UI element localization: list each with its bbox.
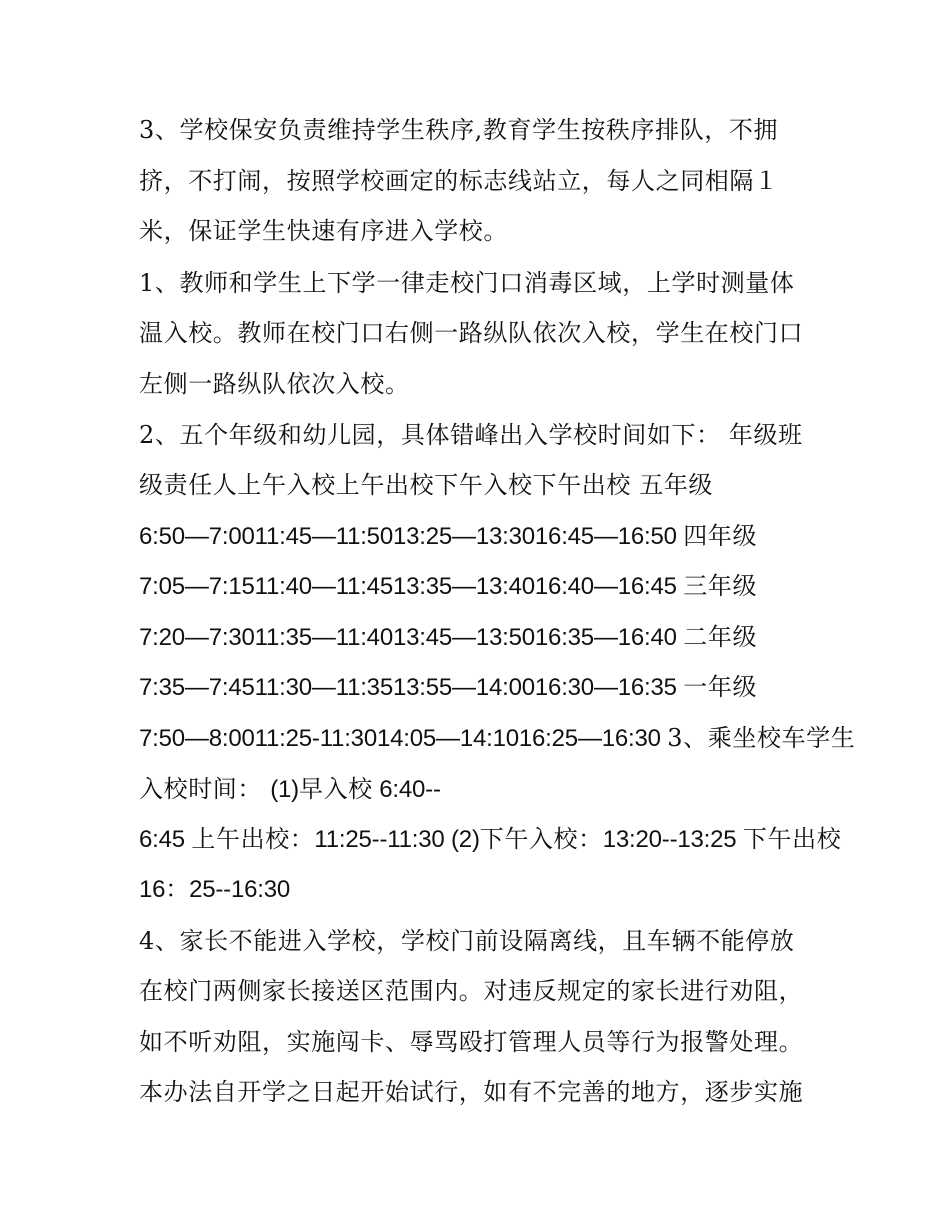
text-segment: 6:40-- bbox=[372, 776, 441, 803]
text-line bbox=[139, 1017, 803, 1067]
text-segment: 本办法自开学之日起开始试行，如有不完善的地方，逐步实施 bbox=[139, 1078, 804, 1106]
text-line bbox=[139, 258, 794, 308]
text-segment: 入校时间： bbox=[139, 775, 271, 803]
text-segment: 早入校 bbox=[298, 775, 373, 803]
schedule-row bbox=[139, 713, 855, 763]
text-line bbox=[139, 308, 803, 358]
text-line bbox=[139, 814, 841, 864]
text-segment: 7:50—8:0011:25-11:3014:05—14:1016:25—16:30 bbox=[139, 725, 668, 752]
text-line bbox=[139, 410, 803, 460]
text-segment: 下午入校： bbox=[479, 825, 603, 853]
text-segment: 7:20—7:3011:35—11:4013:45—13:5016:35—16:40 bbox=[139, 624, 684, 651]
text-segment: 1、教师和学生上下学一律走校门口消毒区域，上学时测量体 bbox=[139, 269, 795, 297]
text-line bbox=[139, 359, 410, 409]
text-segment: 7:35—7:4511:30—11:3513:55—14:0016:30—16:35 bbox=[139, 674, 684, 701]
schedule-row bbox=[139, 561, 757, 611]
text-line bbox=[139, 1067, 803, 1117]
text-segment: 左侧一路纵队依次入校。 bbox=[139, 370, 410, 398]
text-line bbox=[139, 966, 803, 1016]
text-segment: 米，保证学生快速有序进入学校。 bbox=[139, 217, 508, 245]
text-line bbox=[139, 206, 508, 256]
text-segment: 13:20--13:25 bbox=[602, 826, 743, 853]
text-line bbox=[139, 156, 779, 206]
text-segment: 3、乘坐校车学生 bbox=[667, 724, 856, 752]
text-segment: 7:05—7:1511:40—11:4513:35—13:4016:40—16:45 bbox=[139, 573, 684, 600]
text-segment: 4、家长不能进入学校，学校门前设隔离线，且车辆不能停放 bbox=[139, 927, 795, 955]
text-segment: 二年级 bbox=[683, 623, 758, 651]
text-segment: 如不听劝阻，实施闯卡、辱骂殴打管理人员等行为报警处理。 bbox=[139, 1028, 804, 1056]
text-segment: 2、五个年级和幼儿园，具体错峰出入学校时间如下： 年级班 bbox=[139, 421, 803, 449]
schedule-row bbox=[139, 662, 757, 712]
text-segment: 上午出校： bbox=[191, 825, 315, 853]
text-line bbox=[139, 764, 441, 814]
text-segment: 四年级 bbox=[683, 522, 758, 550]
text-segment: 16：25--16:30 bbox=[139, 876, 291, 903]
text-line bbox=[139, 105, 778, 155]
text-segment: 三年级 bbox=[683, 572, 758, 600]
text-line bbox=[139, 460, 713, 510]
text-segment: (1) bbox=[270, 776, 299, 803]
text-segment: 6:45 bbox=[139, 826, 192, 853]
text-segment: 温入校。教师在校门口右侧一路纵队依次入校，学生在校门口 bbox=[139, 319, 804, 347]
text-line bbox=[139, 865, 290, 915]
text-segment: 在校门两侧家长接送区范围内。对违反规定的家长进行劝阻， bbox=[139, 977, 804, 1005]
schedule-row bbox=[139, 511, 757, 561]
text-segment: 11:25--11:30 (2) bbox=[314, 826, 480, 853]
text-line bbox=[139, 916, 794, 966]
text-segment: 级责任人上午入校上午出校下午入校下午出校 五年级 bbox=[139, 471, 714, 499]
text-segment: 下午出校 bbox=[742, 825, 842, 853]
schedule-row bbox=[139, 612, 757, 662]
text-segment: 一年级 bbox=[683, 673, 758, 701]
text-segment: 6:50—7:0011:45—11:5013:25—13:3016:45—16:50 bbox=[139, 523, 684, 550]
text-segment: 3、学校保安负责维持学生秩序,教育学生按秩序排队，不拥 bbox=[139, 116, 779, 144]
text-segment: 挤，不打闹，按照学校画定的标志线站立，每人之同相隔１ bbox=[139, 167, 779, 195]
